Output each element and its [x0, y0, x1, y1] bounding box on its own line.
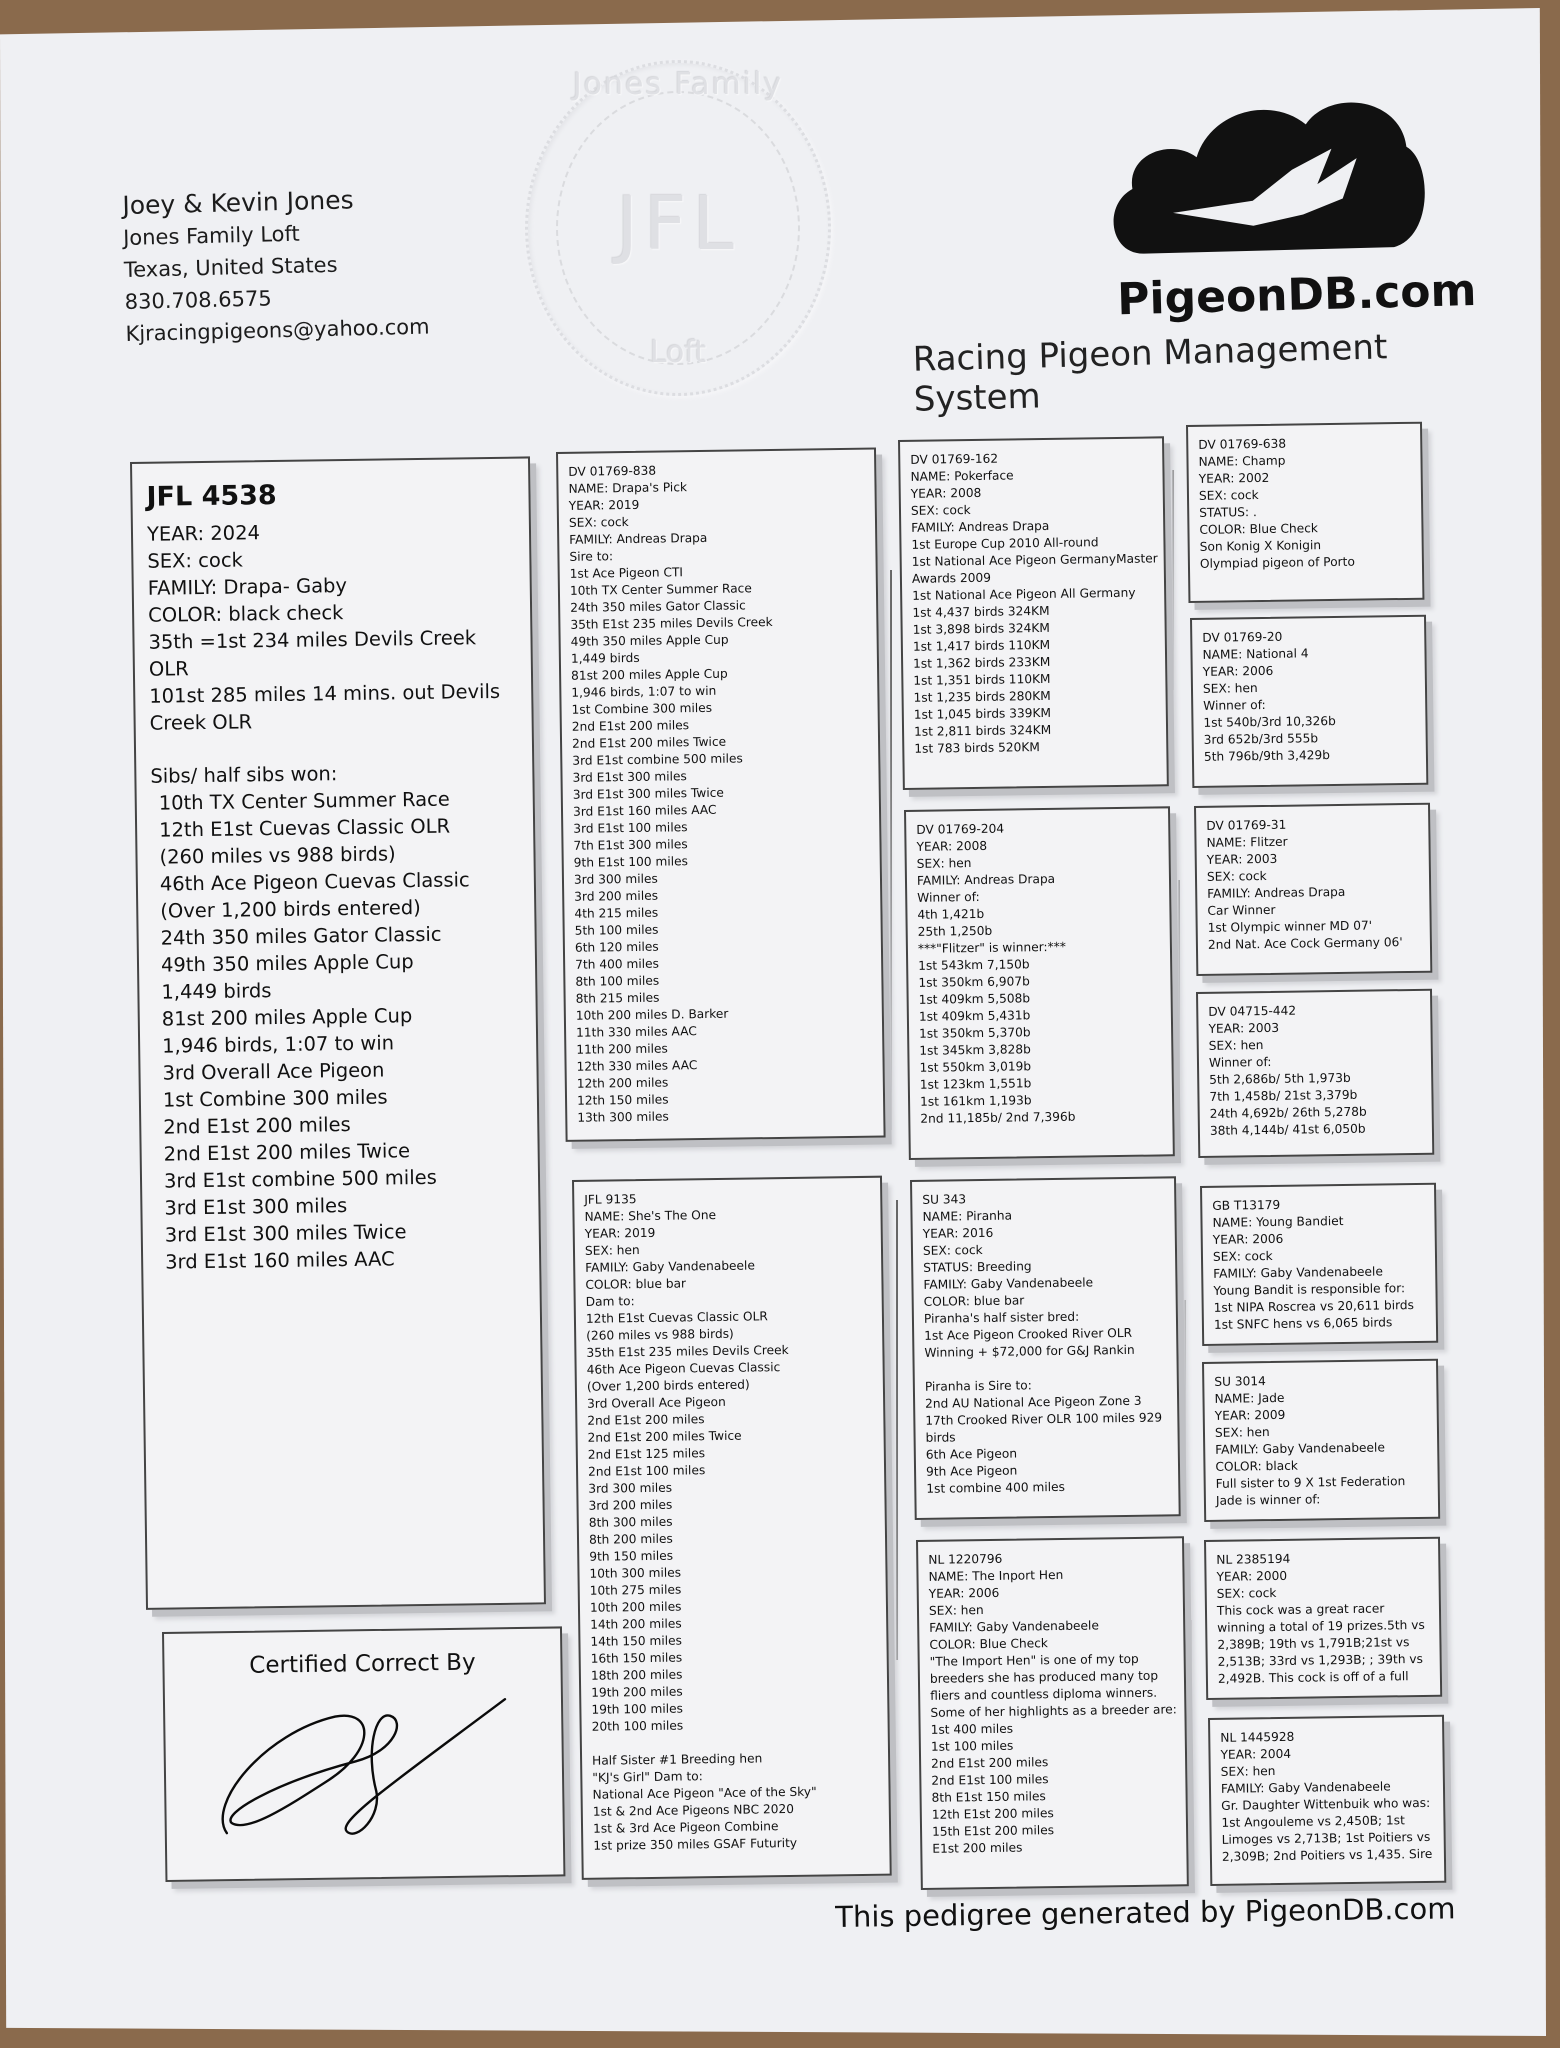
embossed-loft-seal — [525, 60, 831, 396]
pedigree-line: SEX: hen — [928, 1603, 984, 1618]
sire-dam-card — [904, 806, 1175, 1160]
pedigree-line: Piranha's half sister bred: — [923, 1309, 1080, 1326]
brand-site-name: PigeonDB.com — [1116, 264, 1478, 326]
pedigree-line: 1st 4,437 birds 324KM — [912, 603, 1050, 620]
pedigree-line: FAMILY: Gaby Vandenabeele — [923, 1275, 1094, 1292]
pedigree-line: YEAR: 2006 — [928, 1585, 1000, 1601]
pedigree-line: 2nd E1st 200 miles — [163, 1112, 351, 1139]
pedigree-line: FAMILY: Gaby Vandenabeele — [1215, 1440, 1385, 1457]
pedigree-line: SEX: cock — [1198, 487, 1259, 503]
bracket-line — [1190, 1620, 1192, 1850]
generated-by-footer: This pedigree generated by PigeonDB.com — [835, 1891, 1456, 1934]
pedigree-line: 25th 1,250b — [917, 923, 993, 939]
pedigree-line: FAMILY: Andreas Drapa — [911, 518, 1050, 535]
pedigree-line: NAME: Jade — [1214, 1390, 1285, 1406]
pedigree-line: 1st Combine 300 miles — [162, 1085, 388, 1112]
pedigree-line: 46th Ace Pigeon Cuevas Classic — [586, 1360, 781, 1377]
pedigree-line: DV 01769-204 — [916, 821, 1005, 837]
pedigree-line: NAME: National 4 — [1202, 646, 1309, 662]
pedigree-line: Winner of: — [917, 889, 980, 905]
dam-dam-sire-card — [1204, 1537, 1442, 1700]
pedigree-line: 12th 200 miles — [576, 1075, 669, 1091]
pedigree-line: 6th 120 miles — [574, 939, 659, 955]
pedigree-line: 1st National Ace Pigeon GermanyMaster — [911, 551, 1158, 569]
pedigree-line: 2,309B; 2nd Poitiers vs 1,435. Sire — [1221, 1846, 1433, 1864]
seal-middle-text: JFL — [616, 181, 740, 267]
pedigree-line: Sire to: — [569, 549, 614, 564]
pedigree-line: birds — [925, 1430, 956, 1445]
pedigree-line: SU 343 — [922, 1192, 967, 1207]
pedigree-line: DV 04715-442 — [1208, 1003, 1297, 1019]
pedigree-line: YEAR: 2003 — [1206, 851, 1278, 867]
pedigree-line: NAME: Pokerface — [910, 468, 1014, 484]
pedigree-line: 5th 100 miles — [574, 922, 659, 938]
pedigree-line: 14th 200 miles — [590, 1616, 682, 1632]
pedigree-line: FAMILY: Drapa- Gaby — [147, 573, 348, 600]
pedigree-line: 10th 275 miles — [589, 1582, 682, 1598]
pedigree-line: 3rd E1st combine 500 miles — [163, 1165, 437, 1193]
pedigree-line: 11th 200 miles — [576, 1041, 668, 1057]
pedigree-line: NAME: She's The One — [584, 1207, 717, 1224]
pedigree-line: 1st 543km 7,150b — [918, 957, 1030, 973]
pedigree-line: 5th 796b/9th 3,429b — [1203, 748, 1331, 764]
pedigree-line: 3rd 652b/3rd 555b — [1203, 731, 1319, 747]
pedigree-line: 1st Ace Pigeon Crooked River OLR — [924, 1325, 1133, 1343]
pedigree-line: NAME: Piranha — [922, 1208, 1013, 1224]
pedigree-line: 2nd E1st 200 miles Twice — [571, 734, 727, 751]
pedigree-line: 1st Ace Pigeon CTI — [569, 565, 684, 581]
pedigree-line: 3rd Overall Ace Pigeon — [587, 1394, 726, 1411]
pedigree-line: NAME: The Inport Hen — [928, 1567, 1064, 1584]
dam-sire-sire-card — [1200, 1183, 1438, 1346]
pedigree-line: Son Konig X Konigin — [1199, 538, 1322, 554]
pedigree-line: 1st NIPA Roscrea vs 20,611 birds — [1213, 1298, 1414, 1315]
pedigree-line: COLOR: blue bar — [923, 1293, 1025, 1309]
pedigree-line: NAME: Young Bandiet — [1212, 1214, 1344, 1230]
pedigree-line: NAME: Flitzer — [1206, 834, 1288, 850]
pedigree-line: (260 miles vs 988 birds) — [159, 842, 396, 869]
pedigree-line: (Over 1,200 birds entered) — [586, 1377, 750, 1394]
pedigree-line: YEAR: 2008 — [916, 838, 988, 854]
pedigree-line: Dam to: — [585, 1294, 635, 1309]
bracket-line — [1178, 880, 1180, 1100]
pedigree-line: 1st 161km 1,193b — [919, 1093, 1032, 1109]
pedigree-line: 2nd E1st 200 miles Twice — [163, 1139, 411, 1166]
pedigree-line: SEX: hen — [1214, 1425, 1270, 1440]
pedigree-line: FAMILY: Gaby Vandenabeele — [1213, 1264, 1383, 1281]
pedigree-line: 2nd E1st 100 miles — [587, 1463, 706, 1479]
pedigree-line: "The Import Hen" is one of my top — [929, 1651, 1139, 1669]
brand-tagline: Racing Pigeon Management System — [912, 327, 1388, 420]
pedigree-line: SEX: hen — [916, 856, 972, 871]
pedigree-line: YEAR: 2024 — [146, 521, 261, 546]
pedigree-line: 1st 1,235 birds 280KM — [913, 688, 1051, 705]
bracket-line — [896, 1200, 898, 1660]
pedigree-line: Winner of: — [1208, 1054, 1272, 1070]
certified-label: Certified Correct By — [249, 1649, 476, 1679]
pedigree-line: COLOR: black — [1215, 1458, 1299, 1474]
pedigree-line: 5th 2,686b/ 5th 1,973b — [1209, 1070, 1351, 1087]
pedigree-line: Half Sister #1 Breeding hen — [592, 1751, 763, 1768]
pedigree-line: FAMILY: Andreas Drapa — [916, 871, 1056, 888]
pedigree-line: 17th Crooked River OLR 100 miles 929 — [925, 1410, 1163, 1428]
pedigree-line: Young Bandit is responsible for: — [1213, 1281, 1406, 1298]
subject-bird-card — [130, 456, 546, 1609]
pedigree-line: YEAR: 2004 — [1220, 1746, 1292, 1762]
pedigree-line: 4th 215 miles — [574, 905, 659, 921]
owner-location: Texas, United States — [123, 252, 338, 282]
pedigree-line: DV 01769-20 — [1202, 629, 1283, 645]
pedigree-line: SEX: cock — [1216, 1585, 1277, 1601]
pedigree-line: 20th 100 miles — [591, 1718, 684, 1734]
pedigree-line: 11th 330 miles AAC — [576, 1024, 697, 1040]
owner-phone: 830.708.6575 — [124, 286, 272, 314]
pedigree-line: 12th E1st Cuevas Classic OLR — [158, 814, 451, 842]
pedigree-line: Some of her highlights as a breeder are: — [930, 1702, 1177, 1720]
dam-sire-dam-card — [1202, 1359, 1440, 1522]
pedigree-line: YEAR: 2006 — [1202, 663, 1274, 679]
pedigree-line: 16th 150 miles — [590, 1650, 683, 1666]
pedigree-line: 2,389B; 19th vs 1,791B;21st vs — [1217, 1635, 1410, 1652]
sire-card — [556, 448, 886, 1142]
pedigree-line: SEX: cock — [568, 514, 629, 530]
pedigree-line: SEX: hen — [1202, 681, 1258, 696]
pedigree-line: 8th 215 miles — [575, 990, 660, 1006]
pedigree-line: SEX: hen — [584, 1243, 640, 1258]
pedigree-line: 3rd 300 miles — [588, 1480, 673, 1496]
pedigree-line: 12th 150 miles — [576, 1092, 669, 1108]
pedigree-line: YEAR: 2002 — [1198, 470, 1270, 486]
pedigree-line: 49th 350 miles Apple Cup — [570, 632, 729, 649]
pedigree-line: 1st 3,898 birds 324KM — [912, 620, 1050, 637]
pedigree-line: 3rd E1st 300 miles — [572, 769, 687, 785]
pedigree-line: 8th 200 miles — [588, 1531, 673, 1547]
pedigree-line: 1st 540b/3rd 10,326b — [1203, 713, 1336, 730]
pedigree-line: SU 3014 — [1214, 1374, 1266, 1389]
pedigree-line: 1st 409km 5,431b — [918, 1008, 1031, 1024]
pedigree-line: 2nd Nat. Ace Cock Germany 06' — [1207, 935, 1403, 952]
pedigree-line: 1st 550km 3,019b — [919, 1059, 1032, 1075]
pedigree-line: (260 miles vs 988 birds) — [586, 1326, 734, 1343]
pedigree-line: FAMILY: Gaby Vandenabeele — [1220, 1779, 1391, 1796]
subject-bird-band: JFL 4538 — [146, 479, 277, 513]
pedigree-line: YEAR: 2019 — [568, 497, 640, 513]
pedigree-line: FAMILY: Gaby Vandenabeele — [929, 1618, 1099, 1635]
pedigree-line: 9th 150 miles — [589, 1548, 674, 1564]
pedigree-line: 81st 200 miles Apple Cup — [571, 666, 728, 683]
pedigree-line: 6th Ace Pigeon — [925, 1446, 1018, 1462]
pedigree-line: 35th E1st 235 miles Devils Creek — [570, 614, 773, 632]
pedigree-line: 1st 1,045 birds 339KM — [913, 705, 1052, 722]
pedigree-line: 8th 300 miles — [588, 1514, 673, 1530]
pedigree-line: 14th 150 miles — [590, 1633, 683, 1649]
sire-sire-dam-card — [1190, 615, 1428, 788]
pedigree-line: YEAR: 2019 — [584, 1225, 656, 1241]
pedigree-line: 2nd E1st 200 miles — [931, 1755, 1049, 1771]
pedigree-line: 1st 1,362 birds 233KM — [913, 654, 1051, 671]
pedigree-line: 2nd E1st 200 miles Twice — [587, 1428, 742, 1445]
pedigree-line: 35th =1st 234 miles Devils Creek OLR — [148, 626, 477, 681]
sire-dam-sire-card — [1194, 803, 1432, 976]
pedigree-line: 1,946 birds, 1:07 to win — [161, 1031, 395, 1058]
pedigree-line: 10th 200 miles — [589, 1599, 682, 1615]
pedigree-line: 1st & 2nd Ace Pigeons NBC 2020 — [592, 1801, 795, 1819]
pedigree-line: YEAR: 2006 — [1212, 1231, 1284, 1247]
pedigree-line: 3rd Overall Ace Pigeon — [162, 1058, 385, 1085]
pedigree-line: 3rd E1st combine 500 miles — [572, 751, 743, 768]
pedigree-line: 10th 200 miles D. Barker — [575, 1006, 729, 1023]
pedigree-line: COLOR: black check — [147, 601, 344, 627]
pedigree-line: 10th TX Center Summer Race — [569, 581, 752, 598]
pedigree-line: 1st 1,417 birds 110KM — [912, 637, 1051, 654]
pedigree-line: 3rd E1st 300 miles — [164, 1194, 348, 1220]
sire-dam-dam-card — [1196, 989, 1434, 1158]
pedigree-line: YEAR: 2000 — [1216, 1568, 1288, 1584]
pedigree-line: Winning + $72,000 for G&J Rankin — [924, 1342, 1135, 1360]
pedigree-line: DV 01769-838 — [568, 463, 657, 479]
pedigree-line: 1st prize 350 miles GSAF Futurity — [593, 1835, 798, 1853]
pedigree-line: DV 01769-638 — [1198, 436, 1287, 452]
bracket-line — [1172, 470, 1174, 690]
pedigree-line: Car Winner — [1207, 902, 1276, 918]
pedigree-line: Gr. Daughter Wittenbuik who was: — [1221, 1795, 1431, 1813]
pedigree-line: 9th Ace Pigeon — [925, 1463, 1018, 1479]
pedigree-line: 2nd E1st 125 miles — [587, 1446, 706, 1462]
pedigree-line: 1,449 birds — [570, 650, 640, 666]
certification-box — [162, 1626, 565, 1882]
pedigree-line: 3rd E1st 100 miles — [573, 820, 688, 836]
pedigree-line: Jade is winner of: — [1215, 1492, 1321, 1508]
pedigree-line: SEX: cock — [1212, 1248, 1273, 1264]
pedigree-line: GB T13179 — [1212, 1197, 1281, 1213]
pedigree-line: 1st 350km 6,907b — [918, 974, 1030, 990]
sibs-results — [151, 785, 526, 1276]
pedigree-line: Full sister to 9 X 1st Federation — [1215, 1474, 1406, 1491]
pedigree-line: 12th E1st Cuevas Classic OLR — [585, 1309, 768, 1326]
pedigree-line: Winner of: — [1203, 697, 1266, 713]
pedigree-line: 1st 100 miles — [930, 1738, 1014, 1754]
dam-dam-dam-card — [1208, 1715, 1446, 1886]
pedigree-line: SEX: hen — [1208, 1038, 1264, 1053]
pedigree-line: 1st 345km 3,828b — [919, 1042, 1031, 1058]
bracket-line — [890, 570, 892, 1130]
pedigree-line: Limoges vs 2,713B; 1st Poitiers vs — [1221, 1829, 1431, 1847]
seal-top-text: Jones Family — [572, 67, 784, 102]
owner-contact-block — [122, 183, 430, 350]
pedigree-line: FAMILY: Gaby Vandenabeele — [585, 1258, 755, 1275]
pedigree-line: 2nd E1st 100 miles — [931, 1772, 1049, 1788]
pedigree-line: 101st 285 miles 14 mins. out Devils — [149, 679, 501, 708]
pedigree-line: STATUS: . — [1199, 505, 1257, 520]
pedigree-line: 3rd 200 miles — [588, 1497, 673, 1513]
pedigree-line: 3rd 200 miles — [574, 888, 659, 904]
pedigree-line: 1st 123km 1,551b — [919, 1076, 1032, 1092]
pedigree-line: YEAR: 2008 — [910, 485, 982, 501]
pedigree-line: FAMILY: Andreas Drapa — [569, 530, 708, 547]
pedigree-line: 13th 300 miles — [577, 1109, 669, 1125]
pedigree-line: Olympiad pigeon of Porto — [1199, 554, 1355, 571]
pedigree-line: 7th E1st 300 miles — [573, 837, 688, 853]
pedigree-line: COLOR: Blue Check — [1199, 521, 1319, 537]
pedigree-line: 2nd 11,185b/ 2nd 7,396b — [920, 1109, 1076, 1126]
pedigree-line: 15th E1st 200 miles — [931, 1823, 1055, 1839]
pedigree-line: 1st National Ace Pigeon All Germany — [912, 585, 1136, 603]
pedigree-line: 49th 350 miles Apple Cup — [160, 950, 414, 977]
pedigree-line: NL 1445928 — [1220, 1729, 1295, 1745]
dam-dam-card — [916, 1536, 1189, 1890]
pedigree-line: ***"Flitzer" is winner:*** — [917, 939, 1066, 956]
pedigree-line: 18th 200 miles — [590, 1667, 683, 1683]
pedigree-line: 1st Combine 300 miles — [571, 700, 713, 717]
pedigree-line: 12th 330 miles AAC — [576, 1058, 698, 1074]
pedigree-line: 2nd AU National Ace Pigeon Zone 3 — [925, 1393, 1142, 1411]
sire-sire-card — [898, 436, 1169, 790]
pedigree-line: 2,492B. This cock is off of a full — [1217, 1669, 1409, 1686]
pedigree-line: 24th 350 miles Gator Classic — [160, 922, 442, 950]
pedigree-line: 2nd E1st 200 miles — [571, 718, 690, 734]
pedigree-line: 1st & 3rd Ace Pigeon Combine — [592, 1819, 779, 1836]
pedigree-line: E1st 200 miles — [932, 1840, 1023, 1856]
pedigree-line: 24th 4,692b/ 26th 5,278b — [1209, 1104, 1367, 1121]
cloud-pigeon-logo-icon — [1100, 86, 1435, 275]
pigeondb-brand — [900, 86, 1478, 420]
pedigree-line: 1st 1,351 birds 110KM — [913, 671, 1051, 688]
pedigree-line: 1st SNFC hens vs 6,065 birds — [1213, 1315, 1393, 1332]
pedigree-line: COLOR: Blue Check — [929, 1636, 1049, 1652]
owner-names: Joey & Kevin Jones — [122, 185, 354, 220]
pedigree-line: YEAR: 2003 — [1208, 1020, 1280, 1036]
pedigree-line: 3rd E1st 300 miles Twice — [164, 1220, 407, 1247]
pedigree-line: 3rd E1st 160 miles AAC — [165, 1247, 395, 1274]
pedigree-line: 12th E1st 200 miles — [931, 1806, 1054, 1822]
pedigree-line: 8th 100 miles — [575, 973, 660, 989]
dam-sire-card — [910, 1176, 1181, 1520]
pedigree-line: STATUS: Breeding — [923, 1259, 1032, 1275]
pedigree-line: 10th 300 miles — [589, 1565, 682, 1581]
pedigree-line: YEAR: 2009 — [1214, 1407, 1286, 1423]
pedigree-line: 3rd 300 miles — [573, 871, 658, 887]
pedigree-line: Awards 2009 — [911, 570, 992, 586]
pedigree-line: DV 01769-31 — [1206, 817, 1287, 833]
pedigree-line: 3rd E1st 300 miles Twice — [572, 785, 724, 802]
pedigree-line: 1st 2,811 birds 324KM — [913, 722, 1052, 739]
pedigree-line: NL 2385194 — [1216, 1551, 1291, 1567]
pedigree-line: COLOR: blue bar — [585, 1276, 687, 1292]
pedigree-line: 46th Ace Pigeon Cuevas Classic — [159, 868, 470, 896]
sibs-heading: Sibs/ half sibs won: — [150, 762, 338, 788]
pedigree-line: 1,946 birds, 1:07 to win — [571, 683, 717, 700]
pedigree-line: 1st Angouleme vs 2,450B; 1st — [1221, 1813, 1405, 1830]
pedigree-line: NAME: Drapa's Pick — [568, 480, 688, 496]
pedigree-line: This cock was a great racer — [1216, 1601, 1385, 1618]
pedigree-line: 1,449 birds — [161, 979, 272, 1004]
pedigree-line: 1st combine 400 miles — [926, 1479, 1066, 1496]
handwritten-signature — [205, 1689, 537, 1854]
pedigree-line: 35th E1st 235 miles Devils Creek — [586, 1342, 789, 1360]
loft-name: Jones Family Loft — [122, 221, 300, 250]
pedigree-line: 19th 100 miles — [591, 1701, 684, 1717]
pedigree-line: NL 1220796 — [928, 1551, 1003, 1567]
pedigree-line: 19th 200 miles — [591, 1684, 683, 1700]
pedigree-line: SEX: hen — [1220, 1764, 1276, 1779]
pedigree-line: breeders she has produced many top — [929, 1668, 1159, 1686]
pedigree-line: 8th E1st 150 miles — [931, 1789, 1046, 1805]
pedigree-line: 3rd E1st 160 miles AAC — [572, 802, 717, 819]
bracket-line — [1184, 1300, 1186, 1520]
pedigree-line: (Over 1,200 birds entered) — [160, 895, 421, 923]
pedigree-line: 2,513B; 33rd vs 1,293B; ; 39th vs — [1217, 1651, 1424, 1669]
owner-email: Kjracingpigeons@yahoo.com — [125, 314, 430, 346]
pedigree-line: YEAR: 2016 — [922, 1225, 994, 1241]
pedigree-line: 81st 200 miles Apple Cup — [161, 1004, 413, 1031]
pedigree-line: 1st 350km 5,370b — [919, 1025, 1031, 1041]
pedigree-line: 10th TX Center Summer Race — [158, 787, 450, 815]
pedigree-line: SEX: cock — [1206, 868, 1267, 884]
pedigree-line: SEX: cock — [910, 502, 971, 518]
pedigree-line: 1st 409km 5,508b — [918, 991, 1031, 1007]
pedigree-line: Creek OLR — [149, 710, 253, 735]
pedigree-line: 1st 400 miles — [930, 1721, 1014, 1737]
pedigree-line: SEX: cock — [922, 1242, 983, 1258]
pedigree-line: Piranha is Sire to: — [924, 1378, 1032, 1394]
pedigree-line: JFL 9135 — [584, 1192, 637, 1207]
pedigree-line: 4th 1,421b — [917, 906, 985, 922]
pedigree-line: 24th 350 miles Gator Classic — [570, 598, 746, 615]
pedigree-line: 2nd E1st 200 miles — [587, 1412, 705, 1428]
pedigree-line: 38th 4,144b/ 41st 6,050b — [1209, 1121, 1366, 1138]
subject-bird-details — [147, 516, 518, 737]
pedigree-line: 7th 400 miles — [575, 956, 660, 972]
pedigree-line: winning a total of 19 prizes.5th vs — [1217, 1617, 1425, 1635]
pedigree-line: "KJ's Girl" Dam to: — [592, 1769, 703, 1785]
pedigree-line: NAME: Champ — [1198, 453, 1286, 469]
pedigree-line: 1st 783 birds 520KM — [914, 740, 1040, 756]
sire-sire-sire-card — [1186, 422, 1424, 603]
pedigree-line: fliers and countless diploma winners. — [930, 1685, 1158, 1703]
pedigree-line: SEX: cock — [147, 548, 244, 573]
pedigree-line: National Ace Pigeon "Ace of the Sky" — [592, 1784, 817, 1802]
pedigree-line: FAMILY: Andreas Drapa — [1207, 884, 1346, 901]
pedigree-line: 1st Europe Cup 2010 All-round — [911, 535, 1099, 552]
pedigree-line: 9th E1st 100 miles — [573, 854, 689, 870]
seal-bottom-text: Loft — [649, 335, 707, 370]
dam-card — [572, 1176, 892, 1880]
pedigree-line: 7th 1,458b/ 21st 3,379b — [1209, 1087, 1358, 1104]
pedigree-line: 1st Olympic winner MD 07' — [1207, 918, 1373, 935]
pedigree-line: DV 01769-162 — [910, 451, 999, 467]
